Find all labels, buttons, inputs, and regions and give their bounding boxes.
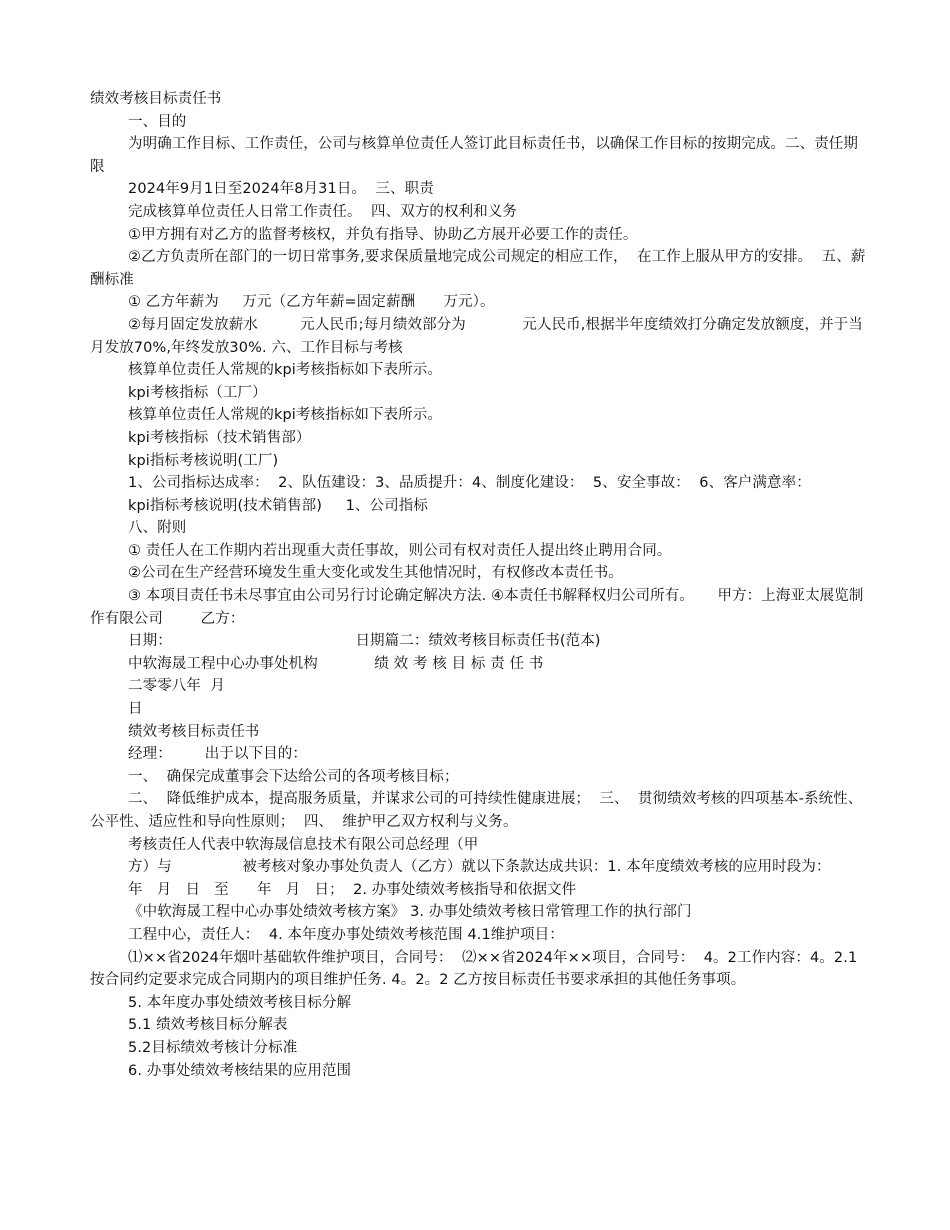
paragraph: ① 责任人在工作期内若出现重大责任事故，则公司有权对责任人提出终止聘用合同。 [128,542,672,559]
paragraph: 5.1 绩效考核目标分解表 [128,1017,288,1034]
paragraph: 5. 本年度办事处绩效考核目标分解 [128,994,352,1011]
paragraph: ③ 本项目责任书未尽事宜由公司另行讨论确定解决方法. ④本责任书解释权归公司所有。 甲方：上海亚太展览制作有限公司 乙方： [90,588,864,627]
paragraph: 日 [128,701,143,718]
paragraph: 考核责任人代表中软海晟信息技术有限公司总经理（甲 [128,836,479,853]
paragraph: 年 月 日 至 年 月 日； 2. 办事处绩效考核指导和依据文件 [128,881,577,898]
paragraph: 绩效考核目标责任书 [128,723,260,740]
paragraph: ②乙方负责所在部门的一切日常事务,要求保质量地完成公司规定的相应工作， 在工作上服从甲方的安排。 五、薪酬标准 [90,249,866,288]
paragraph: 5.2目标绩效考核计分标准 [128,1039,298,1056]
paragraph: 经理： 出于以下目的： [128,746,307,763]
paragraph: 核算单位责任人常规的kpi考核指标如下表所示。 [128,362,442,379]
paragraph: ②每月固定发放薪水 元人民币;每月绩效部分为 元人民币,根据半年度绩效打分确定发放额度，并于当月发放70%,年终发放30%. 六、工作目标与考核 [90,316,863,356]
paragraph: 《中软海晟工程中心办事处绩效考核方案》 3. 办事处绩效考核日常管理工作的执行部门 [128,904,692,921]
paragraph: 一、 确保完成董事会下达给公司的各项考核目标； [128,768,459,785]
paragraph: kpi考核指标（技术销售部） [128,429,311,446]
paragraph: 二零零八年 月 [128,678,226,695]
paragraph: 二、 降低维护成本，提高服务质量，并谋求公司的可持续性健康进展； 三、 贯彻绩效考核的四项基本-系统性、公平性、适应性和导向性原则； 四、 维护甲乙双方权利与义务。 [90,791,863,830]
paragraph: kpi指标考核说明(技术销售部) 1、公司指标 [128,497,428,514]
paragraph: 核算单位责任人常规的kpi考核指标如下表所示。 [128,407,442,424]
paragraph: kpi指标考核说明(工厂) [128,452,279,469]
paragraph: ②公司在生产经营环境发生重大变化或发生其他情况时，有权修改本责任书。 [128,565,623,582]
paragraph: 6. 办事处绩效考核结果的应用范围 [128,1062,352,1079]
paragraph: 中软海晟工程中心办事处机构 绩 效 考 核 目 标 责 任 书 [128,655,544,672]
paragraph: 1、公司指标达成率： 2、队伍建设：3、品质提升：4、制度化建设： 5、安全事故： 6、客户满意率： [128,475,811,492]
paragraph: 一、目的 [128,113,187,130]
paragraph: 工程中心，责任人： 4. 本年度办事处绩效考核范围 4.1维护项目： [128,926,564,943]
paragraph: 绩效考核目标责任书 [90,91,222,107]
paragraph: ①甲方拥有对乙方的监督考核权，并负有指导、协助乙方展开必要工作的责任。 [128,226,638,243]
paragraph: 日期： 日期篇二：绩效考核目标责任书(范本) [128,633,601,650]
paragraph: kpi考核指标（工厂） [128,384,267,401]
paragraph: 八、附则 [128,520,187,537]
document-body [90,88,870,1082]
paragraph: 为明确工作目标、工作责任，公司与核算单位责任人签订此目标责任书，以确保工作目标的按期完成。二、责任期限 [90,136,858,175]
paragraph: ⑴××省2024年烟叶基础软件维护项目，合同号： ⑵××省2024年××项目，合同号： 4。2工作内容：4。2.1按合同约定要求完成合同期内的项目维护任务. 4。2。2 乙方按目标责任书要求承担的其他任务事项。 [90,949,858,989]
paragraph: ① 乙方年薪为 万元（乙方年薪=固定薪酬 万元）。 [128,294,495,311]
paragraph: 完成核算单位责任人日常工作责任。 四、双方的权利和义务 [128,203,518,220]
paragraph: 方）与 被考核对象办事处负责人（乙方）就以下条款达成共识：1. 本年度绩效考核的应用时段为： [128,859,831,876]
paragraph: 2024年9月1日至2024年8月31日。 三、职责 [128,181,434,198]
